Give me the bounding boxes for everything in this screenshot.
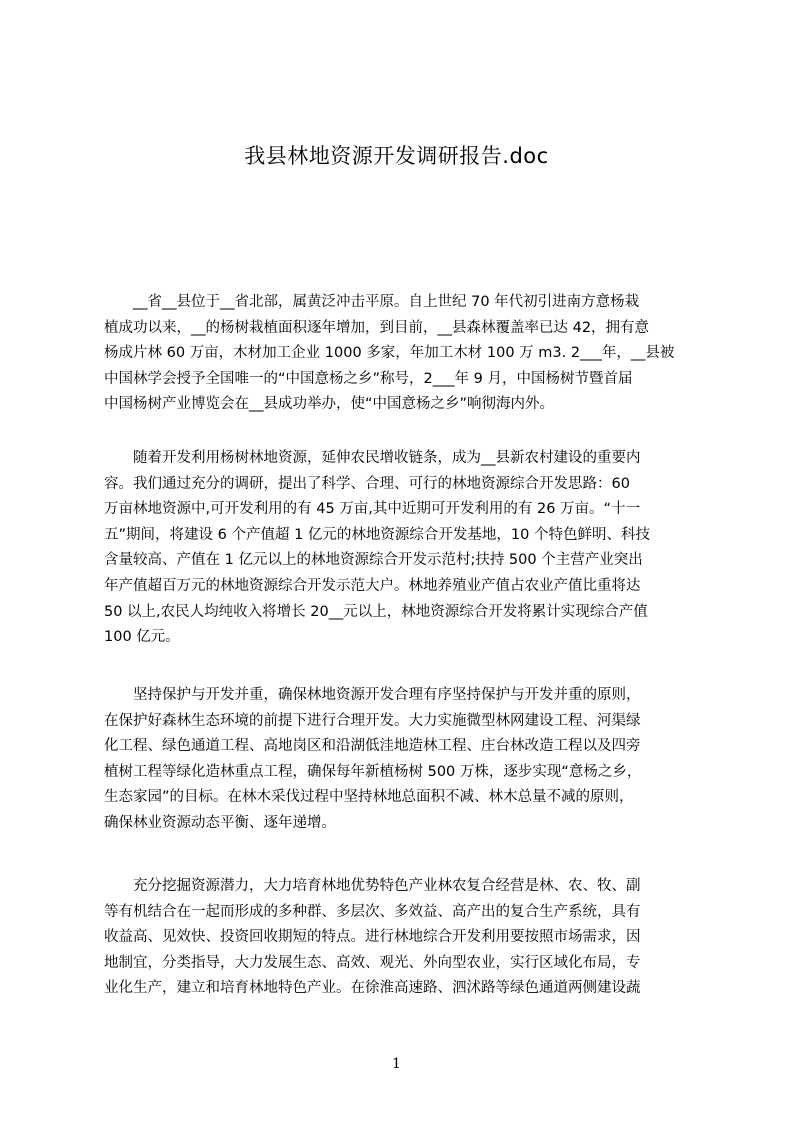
paragraph-4: [104, 874, 698, 1002]
paragraph-line: 年产值超百万元的林地资源综合开发示范大户。林地养殖业产值占农业产值比重将达: [104, 577, 641, 594]
paragraph-line: 中国林学会授予全国唯一的“中国意杨之乡”称号，2___年 9 月，中国杨树节暨首届: [104, 370, 633, 387]
paragraph-line: 收益高、见效快、投资回收期短的特点。进行林地综合开发利用要按照市场需求，因: [104, 929, 641, 946]
paragraph-2: [104, 446, 698, 651]
paragraph-line: 化工程、绿色通道工程、高地岗区和沿湖低洼地造林工程、庄台林改造工程以及四旁: [104, 738, 641, 755]
paragraph-line: 50 以上,农民人均纯收入将增长 20__元以上，林地资源综合开发将累计实现综合产值: [104, 603, 648, 620]
paragraph-line: 充分挖掘资源潜力，大力培育林地优势特色产业林农复合经营是林、农、牧、副: [104, 878, 641, 894]
paragraph-3: [104, 683, 698, 837]
paragraph-line: 杨成片林 60 万亩，木材加工企业 1000 多家，年加工木材 100 万 m3. 2___年，__县被: [104, 345, 675, 362]
document-title: 我县林地资源开发调研报告.doc: [244, 144, 549, 168]
page-number: 1: [392, 1056, 401, 1072]
paragraph-line: 植树工程等绿化造林重点工程，确保每年新植杨树 500 万株，逐步实现“意杨之乡，: [104, 763, 642, 780]
paragraph-line: 业化生产，建立和培育林地特色产业。在徐淮高速路、泗沭路等绿色通道两侧建设蔬: [104, 980, 641, 997]
paragraph-line: 生态家园”的目标。在林木采伐过程中坚持林地总面积不减、林木总量不减的原则，: [104, 789, 634, 806]
paragraph-line: 地制宜，分类指导，大力发展生态、高效、观光、外向型农业，实行区域化布局，专: [104, 954, 641, 971]
paragraph-line: 植成功以来，__的杨树栽植面积逐年增加，到目前，__县森林覆盖率已达 42，拥有意: [104, 319, 650, 336]
paragraph-line: 100 亿元。: [104, 629, 180, 646]
paragraph-line: 随着开发利用杨树林地资源，延伸农民增收链条，成为__县新农村建设的重要内: [104, 450, 641, 466]
paragraph-line: 坚持保护与开发并重，确保林地资源开发合理有序坚持保护与开发并重的原则，: [104, 687, 641, 703]
paragraph-line: 等有机结合在一起而形成的多种群、多层次、多效益、高产出的复合生产系统，具有: [104, 903, 641, 920]
paragraph-line: 万亩林地资源中,可开发利用的有 45 万亩,其中近期可开发利用的有 26 万亩。“十一: [104, 501, 641, 518]
paragraph-line: 容。我们通过充分的调研，提出了科学、合理、可行的林地资源综合开发思路：60: [104, 475, 630, 492]
paragraph-line: 确保林业资源动态平衡、逐年递增。: [104, 814, 336, 831]
paragraph-line: 中国杨树产业博览会在__县成功举办，使“中国意杨之乡”响彻海内外。: [104, 396, 555, 413]
paragraph-line: __省__县位于__省北部，属黄泛冲击平原。自上世纪 70 年代初引进南方意杨栽: [104, 294, 640, 310]
paragraph-line: 五”期间，将建设 6 个产值超 1 亿元的林地资源综合开发基地，10 个特色鲜明、科技: [104, 526, 650, 543]
paragraph-line: 含量较高、产值在 1 亿元以上的林地资源综合开发示范村;扶持 500 个主营产业突出: [104, 552, 643, 569]
paragraph-1: [104, 290, 698, 418]
paragraph-line: 在保护好森林生态环境的前提下进行合理开发。大力实施微型林网建设工程、河渠绿: [104, 712, 641, 729]
